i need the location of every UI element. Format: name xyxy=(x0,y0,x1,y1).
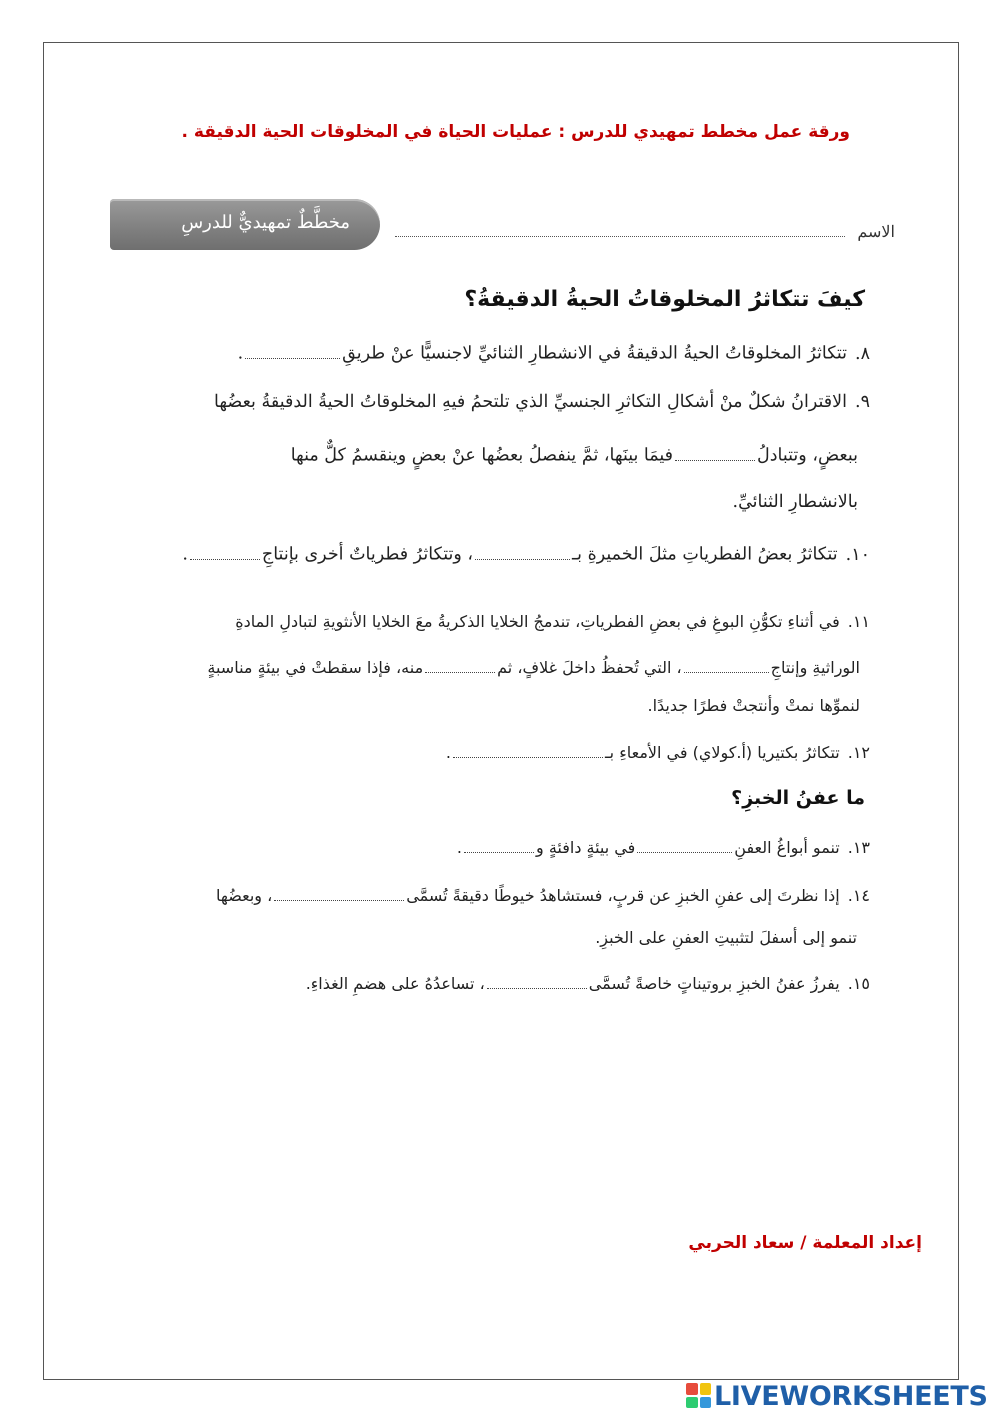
section1-heading: كيفَ تتكاثرُ المخلوقاتُ الحيةُ الدقيقةُ؟ xyxy=(464,287,865,312)
logo-tile-blue xyxy=(700,1397,712,1409)
q11-blank-1[interactable] xyxy=(684,656,769,673)
q11-number: ١١. xyxy=(847,612,870,631)
q8-end: . xyxy=(237,343,244,364)
question-14 xyxy=(216,884,870,905)
brand-text: LIVEWORKSHEETS xyxy=(714,1381,988,1412)
section-tab-label: مخطَّطٌ تمهيديٌّ للدرسِ xyxy=(181,212,350,233)
liveworksheets-brand[interactable] xyxy=(686,1381,996,1413)
logo-tile-red xyxy=(686,1383,698,1395)
question-12 xyxy=(446,741,870,762)
name-field[interactable] xyxy=(395,222,895,246)
question-9-line2 xyxy=(291,442,858,466)
q14-line1-a: إذا نظرتَ إلى عفنِ الخبزِ عن قربٍ، فستشاهدُ خيوطًا دقيقةً تُسمَّى xyxy=(406,886,840,905)
q9-line1: الاقترانُ شكلٌ منْ أشكالِ التكاثرِ الجنسيِّ الذي تلتحمُ فيهِ المخلوقاتُ الحيةُ الدقيقةُ بعضُها xyxy=(214,392,848,412)
question-10 xyxy=(182,541,870,565)
q14-line1-b: ، وبعضُها xyxy=(215,886,273,905)
q9-line2-a: ببعضٍ، وتتبادلُ xyxy=(757,445,858,466)
q13-text-a: تنمو أبواغُ العفنِ xyxy=(734,838,840,857)
q11-blank-2[interactable] xyxy=(425,656,495,673)
q15-text: يفرزُ عفنُ الخبزِ بروتيناتٍ خاصةً تُسمَّى xyxy=(588,974,840,993)
q13-blank-1[interactable] xyxy=(637,836,732,853)
q11-line2-a: الوراثيةِ وإنتاجِ xyxy=(770,658,860,677)
q8-text: تتكاثرُ المخلوقاتُ الحيةُ الدقيقةُ في الانشطارِ الثنائيِّ لاجنسيًّا عنْ طريقِ xyxy=(342,343,848,364)
question-14-line2: تنمو إلى أسفلَ لتثبيتِ العفنِ على الخبزِ. xyxy=(595,928,857,947)
q14-blank[interactable] xyxy=(274,884,404,901)
q9-blank[interactable] xyxy=(675,442,755,461)
q10-text-b: ، وتتكاثرُ فطرياتٌ أخرى بإنتاجِ xyxy=(261,544,474,565)
worksheet-title: ورقة عمل مخطط تمهيدي للدرس : عمليات الحياة في المخلوقات الحية الدقيقة . xyxy=(181,122,850,142)
q10-text-a: تتكاثرُ بعضُ الفطرياتِ مثلَ الخميرةِ بـ xyxy=(572,544,838,565)
name-input-line[interactable] xyxy=(395,236,845,237)
logo-tile-green xyxy=(686,1397,698,1409)
section2-heading: ما عفنُ الخبزِ؟ xyxy=(731,787,865,809)
q12-blank[interactable] xyxy=(453,741,603,758)
q10-blank-1[interactable] xyxy=(475,541,570,560)
q13-blank-2[interactable] xyxy=(464,836,534,853)
q15-end: ، تساعدُهُ على هضمِ الغذاءِ. xyxy=(305,974,485,993)
q13-number: ١٣. xyxy=(847,838,870,857)
q9-number: ٩. xyxy=(855,392,870,412)
q15-number: ١٥. xyxy=(847,974,870,993)
question-11 xyxy=(235,612,870,631)
q8-blank[interactable] xyxy=(245,340,340,359)
q11-line2-b: ، التي تُحفظُ داخلَ غلافٍ، ثم xyxy=(497,658,682,677)
q14-number: ١٤. xyxy=(847,886,870,905)
q13-end: . xyxy=(456,838,462,857)
q9-line2-b: فيمَا بينَها، ثمَّ ينفصلُ بعضُها عنْ بعضٍ وينقسمُ كلٌّ منها xyxy=(290,445,674,466)
teacher-credit: إعداد المعلمة / سعاد الحربي xyxy=(688,1233,922,1253)
q10-number: ١٠. xyxy=(845,544,870,565)
question-15 xyxy=(306,972,870,993)
question-9 xyxy=(214,392,870,412)
q8-number: ٨. xyxy=(855,343,870,364)
question-8 xyxy=(238,340,870,364)
q15-blank[interactable] xyxy=(487,972,587,989)
question-9-line3: بالانشطارِ الثنائيِّ. xyxy=(732,492,858,512)
question-13 xyxy=(457,836,870,857)
question-11-line2 xyxy=(207,656,860,677)
q11-line1: في أثناءِ تكوُّنِ البوغِ في بعضِ الفطرياتِ، تندمجُ الخلايا الذكريةُ معَ الخلايا الأنثويةِ لتبادلِ المادةِ xyxy=(235,612,840,631)
q12-text: تتكاثرُ بكتيريا (أ.كولاي) في الأمعاءِ بـ xyxy=(604,743,840,762)
q13-text-b: في بيئةٍ دافئةٍ و xyxy=(536,838,636,857)
q11-line2-c: منه، فإذا سقطتْ في بيئةٍ مناسبةٍ xyxy=(207,658,424,677)
question-11-line3: لنموِّها نمتْ وأنتجتْ فطرًا جديدًا. xyxy=(647,696,860,715)
q10-blank-2[interactable] xyxy=(190,541,260,560)
q10-text-c: . xyxy=(182,544,188,565)
section-tab xyxy=(110,199,380,250)
q12-end: . xyxy=(445,743,451,762)
liveworksheets-logo-icon xyxy=(686,1383,711,1408)
name-label: الاسم xyxy=(857,222,895,241)
logo-tile-yellow xyxy=(700,1383,712,1395)
q12-number: ١٢. xyxy=(847,743,870,762)
